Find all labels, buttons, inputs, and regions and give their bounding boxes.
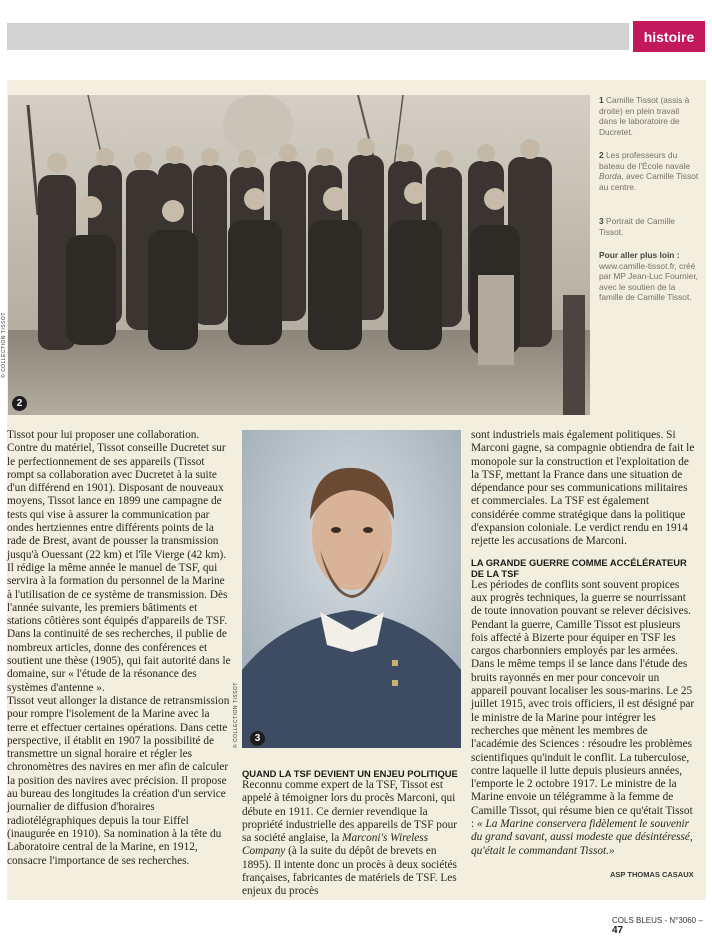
paragraph: Tissot veut allonger la distance de retransmission pour rompre l'isolement de la Marine avec la terre et effectuer certaines opérations. Dans cette perspective, il établit en 1907 la possibilité de transmettre un signal horaire et régler les chronomètres des navires en mer afin de calculer la position des navires avec précision. Il propose au bureau des longitudes la création d'un service journalier de diffusion d'horaires radiotélégraphiques depuis la tour Eiffel (inaugurée en 1910). Sa nomination à la tête du Laboratoire central de la Marine, en 1912, consacre l'importance de ses recherches. — [7, 694, 230, 867]
article-column-1 — [7, 429, 232, 868]
section-heading: LA GRANDE GUERRE COMME ACCÉLÉRATEUR DE LA TSF — [471, 556, 687, 579]
photo-credit: © COLLECTION TISSOT — [1, 312, 7, 378]
caption-1: 1 Camille Tissot (assis à droite) en plein travail dans le laboratoire de Ducretet. — [599, 95, 690, 137]
crew-photo-illustration — [8, 95, 590, 415]
portrait-illustration — [242, 430, 461, 748]
portrait-photo — [242, 430, 461, 748]
paragraph: Les périodes de conflits sont souvent propices aux progrès techniques, la guerre se nourrissant de toute innovation pouvant se relever décisives. Pendant la guerre, Camille Tissot est plusieurs fois affecté à Bizerte pour équiper en TSF les cargos charbonniers employés par les armées. Dans le même temps il se lance dans l'étude des bruits rayonnés en mer pour concevoir un appareil pouvant localiser les sous-marins. Le 25 juillet 1915, avec trois officiers, il est désigné par le ministre de la Marine pour intégrer les recherches que mènent les membres de l'académie des Sciences : résoudre les problèmes scientifiques qu'induit le conflit. La tuberculose, contre laquelle il lutte depuis plusieurs années, l'emporte le 2 octobre 1917. Le ministre de la Marine envoie un télégramme à la femme de Camille Tissot, qui résume bien ce qu'était Tissot : « La Marine conservera fidèlement le souvenir du grand savant, aussi modeste que désintéressé, qu'était le commandant Tissot.» — [471, 578, 695, 857]
article-column-3 — [471, 429, 697, 858]
page-footer: COLS BLEUS - N°3060 – 47 — [612, 916, 703, 936]
author-signature: ASP THOMAS CASAUX — [610, 870, 694, 879]
photo-number-badge: 2 — [12, 396, 27, 411]
caption-2: 2 Les professeurs du bateau de l'École navale Borda, avec Camille Tissot au centre. — [599, 150, 699, 192]
photo-credit: © COLLECTION TISSOT — [233, 682, 239, 748]
article-column-2 — [242, 768, 462, 899]
caption-3: 3 Portrait de Camille Tissot. — [599, 216, 675, 237]
paragraph: Reconnu comme expert de la TSF, Tissot est appelé à témoigner lors du procès Marconi, qui débute en 1911. Ce dernier revendique la propriété industrielle des appareils de TSF pour sa société anglaise, la Marconi's Wireless Company (à la suite du dépôt de brevets en 1895). Il intente donc un procès à deux sociétés françaises, fabricantes de matériels de TSF. Les enjeux du procès — [242, 779, 458, 898]
paragraph: sont industriels mais également politiques. Si Marconi gagne, sa compagnie obtiendra de fait le monopole sur la construction et l'exploitation de la TSF, mettant la France dans une situation de dépendance pour ses communications militaires et commerciales. La TSF est également considérée comme stratégique dans la politique d'expansion coloniale. Le verdict rendu en 1914 rejette les accusations de Marconi. — [471, 429, 695, 548]
photo-number-badge: 3 — [250, 731, 265, 746]
header-bar — [7, 23, 629, 50]
paragraph: Tissot pour lui proposer une collaboration. Contre du matériel, Tissot conseille Ducretet sur le perfectionnement de ses appareils (Tissot rompt sa collaboration avec Ducretet à la suite d'un différend en 1901). Disposant de nouveaux moyens, Tissot lance en 1899 une campagne de tests qui vise à assurer la communication par ondes hertziennes entre différents points de la rade de Brest, avant de pousser la transmission jusqu'à Ouessant (22 km) et l'île Vierge (42 km). Il rédige la même année le manuel de TSF, qui servira à la formation du personnel de la Marine à l'utilisation de ce système de transmission. Dès l'année suivante, les premiers bâtiments et stations côtières sont équipés d'appareils de TSF. Dans la continuité de ses recherches, il publie de nombreux articles, donne des conférences et soutient une thèse (1905), qui fait autorité dans le domaine, sur « l'étude de la résonance des systèmes d'antenne ». — [7, 429, 231, 694]
section-heading: QUAND LA TSF DEVIENT UN ENJEU POLITIQUE — [242, 768, 458, 779]
further-reading: Pour aller plus loin : www.camille-tissot.fr, créé par MP Jean-Luc Fournier, avec le soutien de la famille de Camille Tissot. — [599, 250, 698, 303]
section-tag: histoire — [633, 21, 705, 52]
crew-photo — [8, 95, 590, 415]
